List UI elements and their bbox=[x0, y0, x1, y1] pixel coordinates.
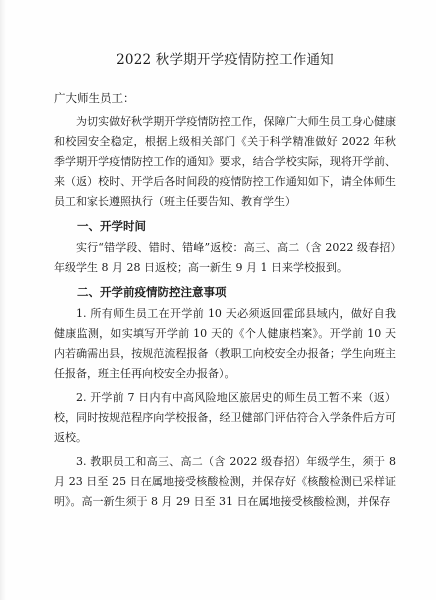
section-1-text: 实行“错学段、错时、错峰”返校：高三、高二（含 2022 级春招）年级学生 8 月 28 日返校；高一新生 9 月 1 日来学校报到。 bbox=[54, 241, 396, 274]
section-2-heading: 二、开学前疫情防控注意事项 bbox=[77, 285, 227, 299]
intro-paragraph: 为切实做好秋学期开学疫情防控工作，保障广大师生员工身心健康和校园安全稳定，根据上级相关部门《关于科学精准做好 2022 年秋季学期开学疫情防控工作的通知》要求，结合学校实际，现将开学前、来（返）校时、开学后各时间段的疫情防控工作通知如下，请全体师生员工和家长遵照执行（班主任要告知、教育学生） bbox=[54, 115, 396, 208]
section-2-item-1: 1. 所有师生员工在开学前 10 天必须返回霍邱县域内，做好自我健康监测，如实填写开学前 10 天的《个人健康档案》。开学前 10 天内若确需出县，按规范流程报备（教职工向校安全办报备；学生向班主任报备，班主任再向校安全办报备）。 bbox=[54, 307, 396, 380]
document-title: 2022 秋学期开学疫情防控工作通知 bbox=[116, 52, 334, 68]
salutation: 广大师生员工： bbox=[54, 91, 135, 105]
section-1-heading: 一、开学时间 bbox=[77, 219, 146, 233]
section-2-item-2: 2. 开学前 7 日内有中高风险地区旅居史的师生员工暂不来（返）校，同时按规范程序向学校报备，经卫健部门评估符合入学条件后方可返校。 bbox=[54, 391, 396, 444]
scan-edge-shadow bbox=[0, 0, 6, 600]
section-2-item-3: 3. 教职员工和高三、高二（含 2022 级春招）年级学生，须于 8 月 23 日至 25 日在属地接受核酸检测，并保存好《核酸检测已采样证明》。高一新生须于 8 月 29 日至 31 日在属地接受核酸检测，并保存 bbox=[54, 455, 396, 508]
